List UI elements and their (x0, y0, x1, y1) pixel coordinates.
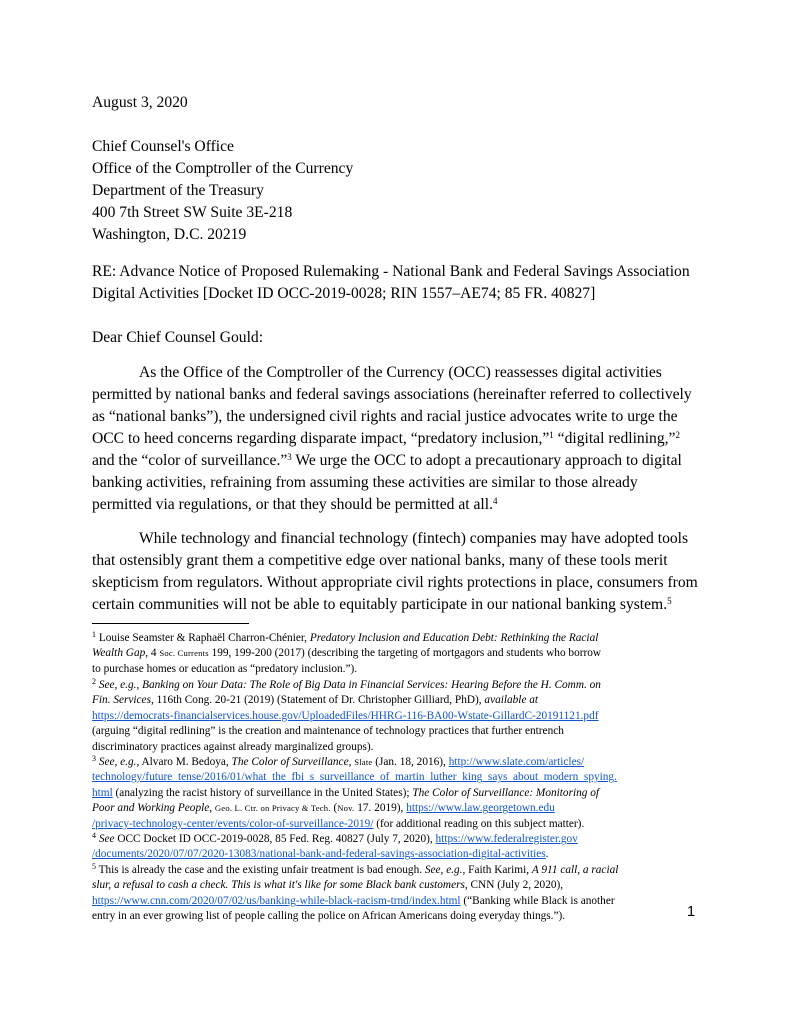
salutation-text: Dear Chief Counsel Gould: (92, 329, 264, 346)
footnote-ref[interactable]: 1 (549, 430, 554, 440)
footnote-number: 4 (92, 831, 96, 840)
text-run: Predatory Inclusion and Education Debt: Rethinking the Racial (309, 632, 599, 644)
text-run: See (98, 833, 115, 845)
text-run: ( (330, 802, 338, 815)
text-run: This is already the case and the existing unfair treatment is bad enough. (96, 864, 425, 876)
paragraph-line: as “national banks”), the undersigned civil rights and racial justice advocates write to urge the (92, 408, 678, 425)
paragraph-line (92, 450, 704, 472)
footnote-line (92, 832, 717, 847)
footnote-line: entry in an ever growing list of people calling the police on African Americans doing everyday things.”). (92, 910, 566, 923)
address-line: Department of the Treasury (92, 182, 264, 199)
text-run: Fin. Services (92, 694, 151, 707)
address-line: 400 7th Street SW Suite 3E-218 (92, 204, 293, 221)
footnote-link[interactable]: https://www.cnn.com/2020/07/02/us/banking-while-black-racism-trnd/index.html (92, 894, 461, 907)
letter-date (92, 92, 704, 114)
text-run: A 911 call, a racial (531, 864, 619, 876)
footnote-link[interactable]: https://democrats-financialservices.house.gov/UploadedFiles/HHRG-116-BA00-Wstate-GillardC-20191121.pdf (92, 709, 599, 722)
footnote-link[interactable]: /privacy-technology-center/events/color-of-surveillance-2019/ (92, 817, 374, 830)
text-run: 199, 199-200 (2017) (describing the targeting of mortgagors and students who borrow (208, 647, 602, 660)
paragraph-line (92, 494, 704, 516)
paragraph-line: that ostensibly grant them a competitive edge over national banks, many of these tools merit (92, 552, 668, 569)
text-run: The Color of Surveillance: Monitoring of (412, 786, 600, 799)
footnote-link[interactable]: http://www.slate.com/articles/ (448, 756, 585, 768)
footnote-link[interactable]: /documents/2020/07/07/2020-13083/national-bank-and-federal-savings-association-digital-activities (92, 848, 546, 861)
text-run: , 116th Cong. 20-21 (2019) (Statement of Dr. Christopher Gilliard, PhD), (150, 694, 485, 707)
footnote-line (92, 801, 717, 816)
footnote-link[interactable]: https://www.federalregister.gov (435, 833, 578, 845)
footnote-separator (92, 623, 249, 624)
text-run: Wealth Gap (92, 647, 146, 660)
footnote-line (92, 894, 717, 909)
address-line: Washington, D.C. 20219 (92, 226, 247, 243)
footnote-line: (arguing “digital redlining” is the creation and maintenance of technology practices that further entrench (92, 725, 564, 738)
salutation (92, 327, 704, 349)
footnote-number: 2 (92, 677, 96, 686)
paragraph-2 (92, 528, 704, 616)
text-run: available at (484, 694, 539, 707)
footnote-line: discriminatory practices against already marginalized groups). (92, 740, 374, 753)
text-run: (analyzing the racist history of surveillance in the United States); (112, 786, 413, 799)
text-run: , (348, 756, 355, 768)
text-run: . (545, 848, 549, 861)
text-run: (“Banking while Black is another (460, 894, 615, 907)
page-number: 1 (687, 904, 696, 920)
footnote-link[interactable]: technology/future_tense/2016/01/what_the_fbi_s_surveillance_of_martin_luther_king_says_about_modern_spying. (92, 771, 617, 784)
footnote-line (92, 847, 717, 862)
text-run: (Jan. 18, 2016), (372, 756, 449, 768)
text-run: OCC to heed concerns regarding disparate impact, “predatory inclusion,” (92, 430, 550, 447)
text-run: See, e.g., (98, 756, 140, 768)
text-run: , (209, 802, 215, 815)
footnote-number: 3 (92, 754, 96, 763)
footnote-line (92, 817, 717, 832)
subject-line (92, 261, 704, 305)
paragraph-line: permitted by national banks and federal savings associations (hereinafter referred to collectively (92, 386, 692, 403)
footnote-ref[interactable]: 2 (675, 430, 680, 440)
text-run: Alvaro M. Bedoya, (139, 756, 232, 768)
text-run: Faith Karimi, (465, 864, 532, 876)
footnote-line (92, 878, 717, 893)
text-run: The Color of Surveillance (231, 756, 349, 768)
footnote-number: 1 (92, 630, 96, 639)
paragraph-1 (92, 362, 704, 516)
address-line: Chief Counsel's Office (92, 138, 234, 155)
subject-line-2: Digital Activities [Docket ID OCC-2019-0028; RIN 1557–AE74; 85 FR. 40827] (92, 285, 596, 302)
text-run: , CNN (July 2, 2020), (464, 879, 564, 892)
address-line: Office of the Comptroller of the Currency (92, 160, 354, 177)
text-run: We urge the OCC to adopt a precautionary approach to digital (291, 452, 682, 469)
footnote-line: to purchase homes or education as “predatory inclusion.”). (92, 662, 358, 675)
subject-line-1: RE: Advance Notice of Proposed Rulemaking - National Bank and Federal Savings Association (92, 263, 690, 280)
footnote-link[interactable]: html (92, 786, 113, 799)
footnote-line (92, 786, 717, 801)
text-run: Louise Seamster & Raphaël Charron-Chénier, (96, 632, 310, 644)
footnote-line (92, 863, 717, 878)
footnote-line (92, 646, 717, 661)
footnote-line (92, 678, 717, 693)
text-run: 17. 2019), (354, 802, 407, 815)
footnote-ref[interactable]: 5 (667, 596, 672, 606)
date-text: August 3, 2020 (92, 94, 188, 111)
text-run: certain communities will not be able to equitably participate in our national banking system. (92, 596, 668, 613)
text-run: , 4 (145, 647, 160, 660)
paragraph-line: banking activities, refraining from assuming these activities are similar to those already (92, 474, 638, 491)
text-run: Geo. L. Ctr. on Privacy & Tech. (214, 803, 331, 814)
paragraph-line: While technology and financial technology (fintech) companies may have adopted tools (139, 530, 689, 547)
footnote-2 (92, 678, 717, 755)
text-run: Nov. (337, 803, 355, 814)
paragraph-line (92, 594, 704, 616)
text-run: Poor and Working People (92, 802, 210, 815)
text-run: See, e.g., Banking on Your Data: The Role of Big Data in Financial Services: Hearing Before the H. Comm. on (98, 679, 601, 691)
text-run: Soc. Currents (159, 648, 209, 659)
text-run: and the “color of surveillance.” (92, 452, 288, 469)
footnote-1 (92, 631, 717, 677)
footnote-ref[interactable]: 4 (493, 496, 498, 506)
text-run: OCC Docket ID OCC-2019-0028, 85 Fed. Reg. 40827 (July 7, 2020), (114, 833, 436, 845)
footnote-line (92, 693, 717, 708)
text-run: (for additional reading on this subject matter). (373, 817, 585, 830)
footnote-line (92, 755, 717, 770)
footnote-line (92, 709, 717, 724)
recipient-address (92, 136, 704, 246)
text-run: “digital redlining,” (553, 430, 676, 447)
footnote-5 (92, 863, 717, 925)
footnote-4 (92, 832, 717, 863)
footnote-line (92, 770, 717, 785)
paragraph-line: As the Office of the Comptroller of the Currency (OCC) reassesses digital activities (139, 364, 662, 381)
text-run: See, e.g., (424, 864, 466, 876)
footnote-number: 5 (92, 862, 96, 871)
footnote-line (92, 631, 717, 646)
footnote-3 (92, 755, 717, 832)
text-run: permitted via regulations, or that they should be permitted at all. (92, 496, 493, 513)
text-run: slur, a refusal to cash a check. This is what it's like for some Black bank customers (92, 879, 465, 892)
footnote-ref[interactable]: 3 (287, 452, 292, 462)
text-run: Slate (354, 757, 373, 767)
paragraph-line (92, 428, 704, 450)
paragraph-line: skepticism from regulators. Without appropriate civil rights protections in place, consumers from (92, 574, 698, 591)
footnote-link[interactable]: https://www.law.georgetown.edu (406, 802, 555, 815)
